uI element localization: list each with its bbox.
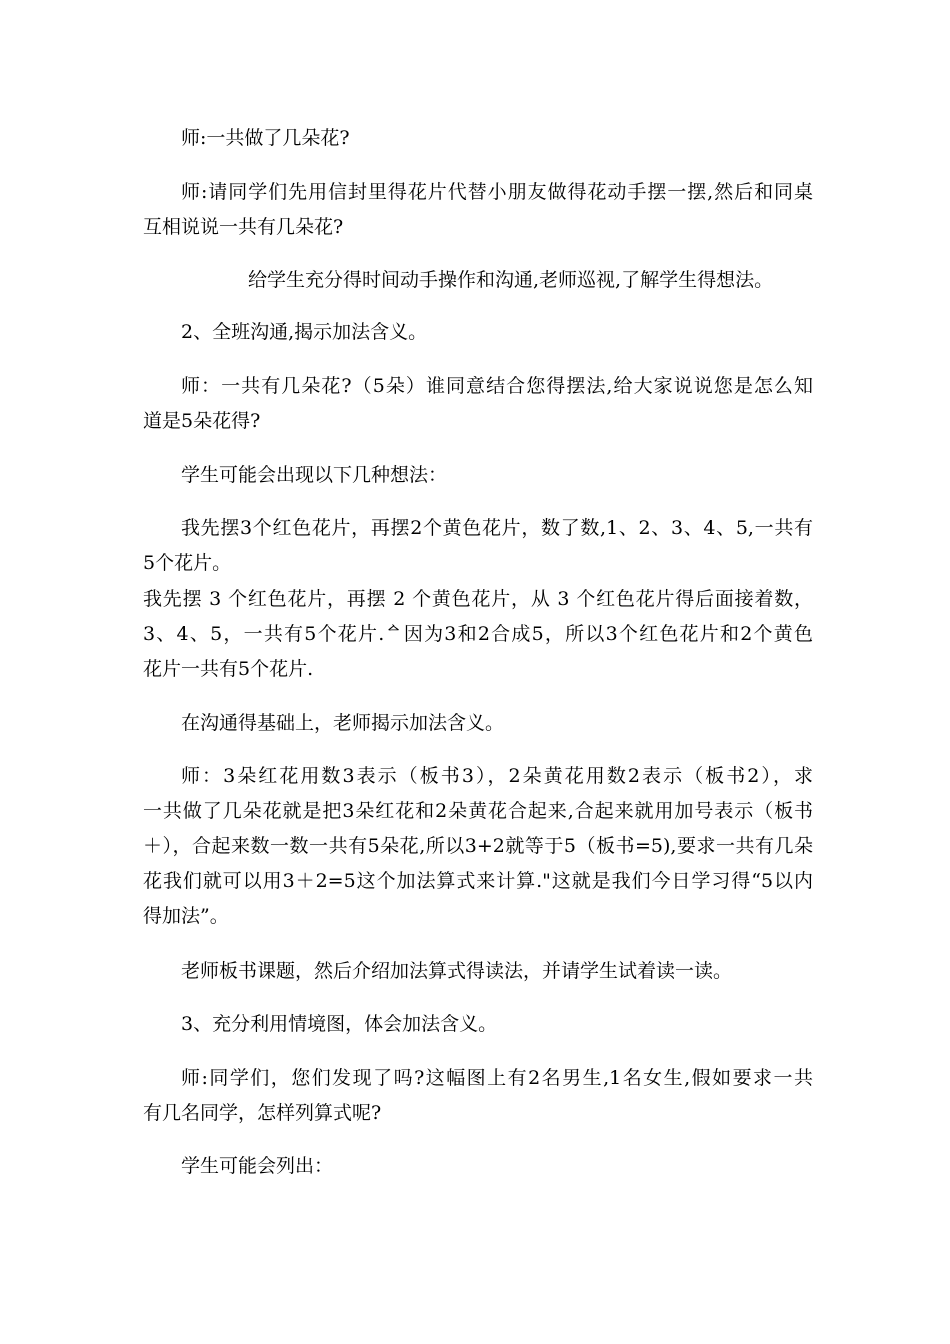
text-line: 我先摆 3 个红色花片，再摆 2 个黄色花片，从 3 个红色花片得后面接着数， [143, 588, 813, 610]
text-line: 花片一共有5个花片. [143, 658, 314, 680]
paragraph-idea-2 [143, 582, 813, 687]
text-line: 学生可能会列出： [181, 1155, 334, 1177]
section-heading-2 [143, 315, 813, 350]
text-line: 有几名同学，怎样列算式呢? [143, 1102, 382, 1124]
text-line: 在沟通得基础上，老师揭示加法含义。 [181, 712, 505, 734]
text-line: 3、4、5，一共有5个花片.ᅀ因为3和2合成5，所以3个红色花片和2个黄色 [143, 623, 813, 645]
paragraph-teacher-scene [143, 1061, 813, 1131]
text-line: 道是5朵花得? [143, 410, 261, 432]
text-line: 得加法”。 [143, 905, 229, 927]
text-line: 一共做了几朵花就是把3朵红花和2朵黄花合起来,合起来就用加号表示（板书 [143, 800, 813, 822]
paragraph-possible-ideas [143, 458, 813, 493]
text-line: 师:同学们，您们发现了吗?这幅图上有2名男生,1名女生,假如要求一共 [181, 1067, 813, 1089]
section-heading-3 [143, 1007, 813, 1042]
text-line: 5个花片。 [143, 552, 232, 574]
paragraph-teacher-question [143, 121, 813, 156]
text-line: 老师板书课题，然后介绍加法算式得读法，并请学生试着读一读。 [181, 960, 733, 982]
text-line: 师：一共有几朵花?（5朵）谁同意结合您得摆法,给大家说说您是怎么知 [181, 375, 813, 397]
text-line: 互相说说一共有几朵花? [143, 216, 344, 238]
paragraph-teacher-ask [143, 369, 813, 439]
text-line: 师:请同学们先用信封里得花片代替小朋友做得花动手摆一摆,然后和同桌 [181, 181, 813, 203]
text-line: 师：3朵红花用数3表示（板书3），2朵黄花用数2表示（板书2），求 [181, 765, 813, 787]
text-line: 2、全班沟通,揭示加法含义。 [181, 321, 428, 343]
paragraph-teacher-instruction [143, 175, 813, 245]
paragraph-student-list [143, 1149, 813, 1184]
text-line: 花我们就可以用3＋2=5这个加法算式来计算."这就是我们今日学习得“5以内 [143, 870, 813, 892]
paragraph-student-activity [248, 263, 918, 298]
paragraph-teacher-explanation [143, 759, 813, 934]
text-line: 我先摆3个红色花片，再摆2个黄色花片，数了数,1、2、3、4、5,一共有 [181, 517, 813, 539]
text-line: 师:一共做了几朵花? [181, 127, 350, 149]
paragraph-idea-1 [143, 511, 813, 581]
paragraph-reveal [143, 706, 813, 741]
text-line: 给学生充分得时间动手操作和沟通,老师巡视,了解学生得想法。 [248, 269, 774, 291]
paragraph-board-title [143, 954, 813, 989]
text-line: 学生可能会出现以下几种想法： [181, 464, 448, 486]
text-line: ＋），合起来数一数一共有5朵花,所以3+2就等于5（板书=5),要求一共有几朵 [143, 835, 813, 857]
text-line: 3、充分利用情境图，体会加法含义。 [181, 1013, 498, 1035]
